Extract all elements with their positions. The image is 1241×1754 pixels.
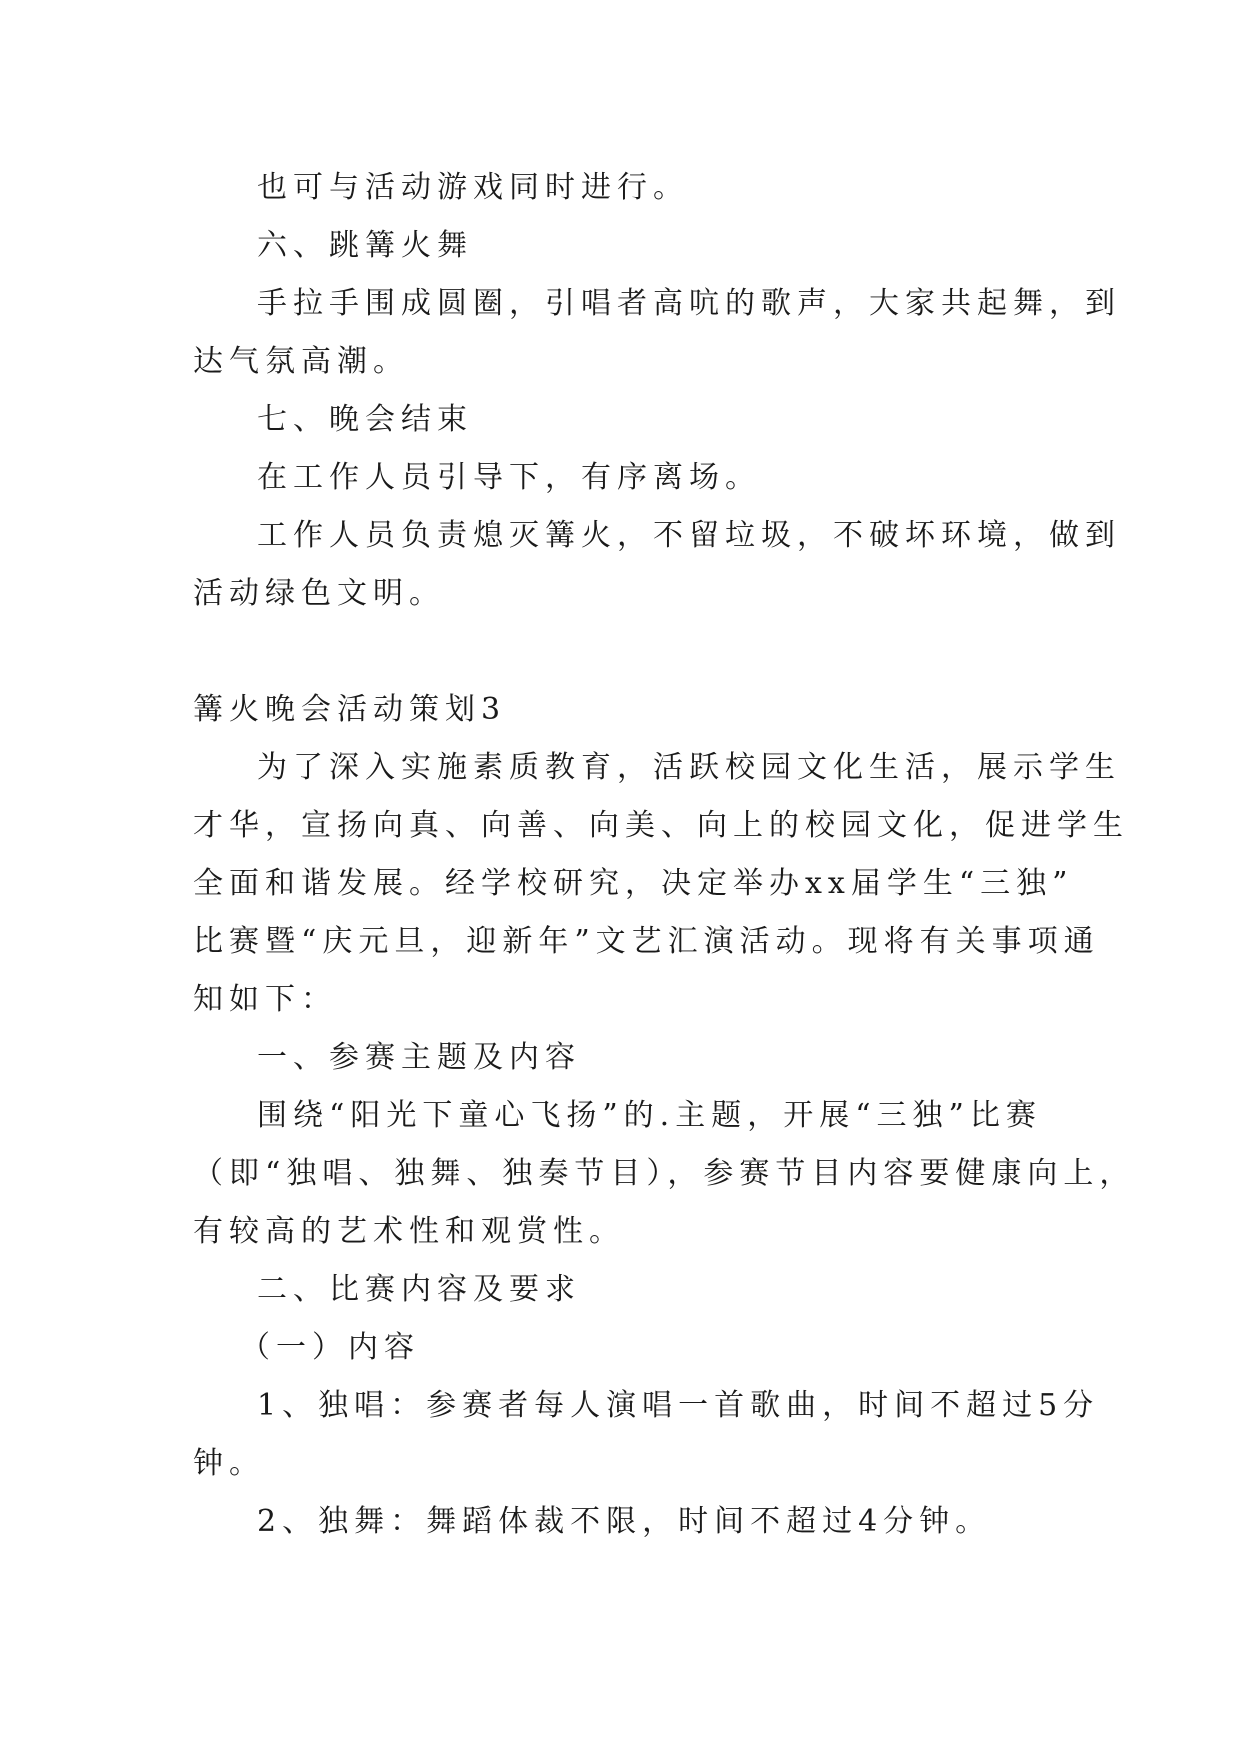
paragraph-line: 活动绿色文明。 (193, 576, 445, 611)
paragraph-line: 在工作人员引导下，有序离场。 (257, 460, 761, 495)
section-heading: 二、比赛内容及要求 (257, 1272, 581, 1307)
paragraph-line: 也可与活动游戏同时进行。 (257, 170, 689, 205)
section-heading: 七、晚会结束 (257, 402, 473, 437)
paragraph-line: 有较高的艺术性和观赏性。 (193, 1214, 625, 1249)
paragraph-line: 为了深入实施素质教育，活跃校园文化生活，展示学生 (257, 750, 1121, 785)
paragraph-line: 全面和谐发展。经学校研究，决定举办xx届学生“三独” (193, 866, 1074, 901)
paragraph-line: 钟。 (193, 1446, 265, 1481)
paragraph-line: 比赛暨“庆元旦，迎新年”文艺汇演活动。现将有关事项通 (193, 924, 1100, 959)
subsection-heading: （一）内容 (240, 1330, 420, 1365)
article-title: 篝火晚会活动策划3 (193, 692, 507, 727)
paragraph-line: 知如下： (193, 982, 337, 1017)
paragraph-line: 围绕“阳光下童心飞扬”的.主题，开展“三独”比赛 (257, 1098, 1042, 1133)
section-heading: 六、跳篝火舞 (257, 228, 473, 263)
paragraph-line: 工作人员负责熄灭篝火，不留垃圾，不破坏环境，做到 (257, 518, 1121, 553)
paragraph-line: 1、独唱：参赛者每人演唱一首歌曲，时间不超过5分 (257, 1388, 1100, 1423)
paragraph-line: 手拉手围成圆圈，引唱者高吭的歌声，大家共起舞，到 (257, 286, 1121, 321)
section-heading: 一、参赛主题及内容 (257, 1040, 581, 1075)
paragraph-line: 达气氛高潮。 (193, 344, 409, 379)
paragraph-line: 才华，宣扬向真、向善、向美、向上的校园文化，促进学生 (193, 808, 1129, 843)
paragraph-line: 2、独舞：舞蹈体裁不限，时间不超过4分钟。 (257, 1504, 992, 1539)
paragraph-line: （即“独唱、独舞、独奏节目），参赛节目内容要健康向上， (193, 1156, 1136, 1191)
